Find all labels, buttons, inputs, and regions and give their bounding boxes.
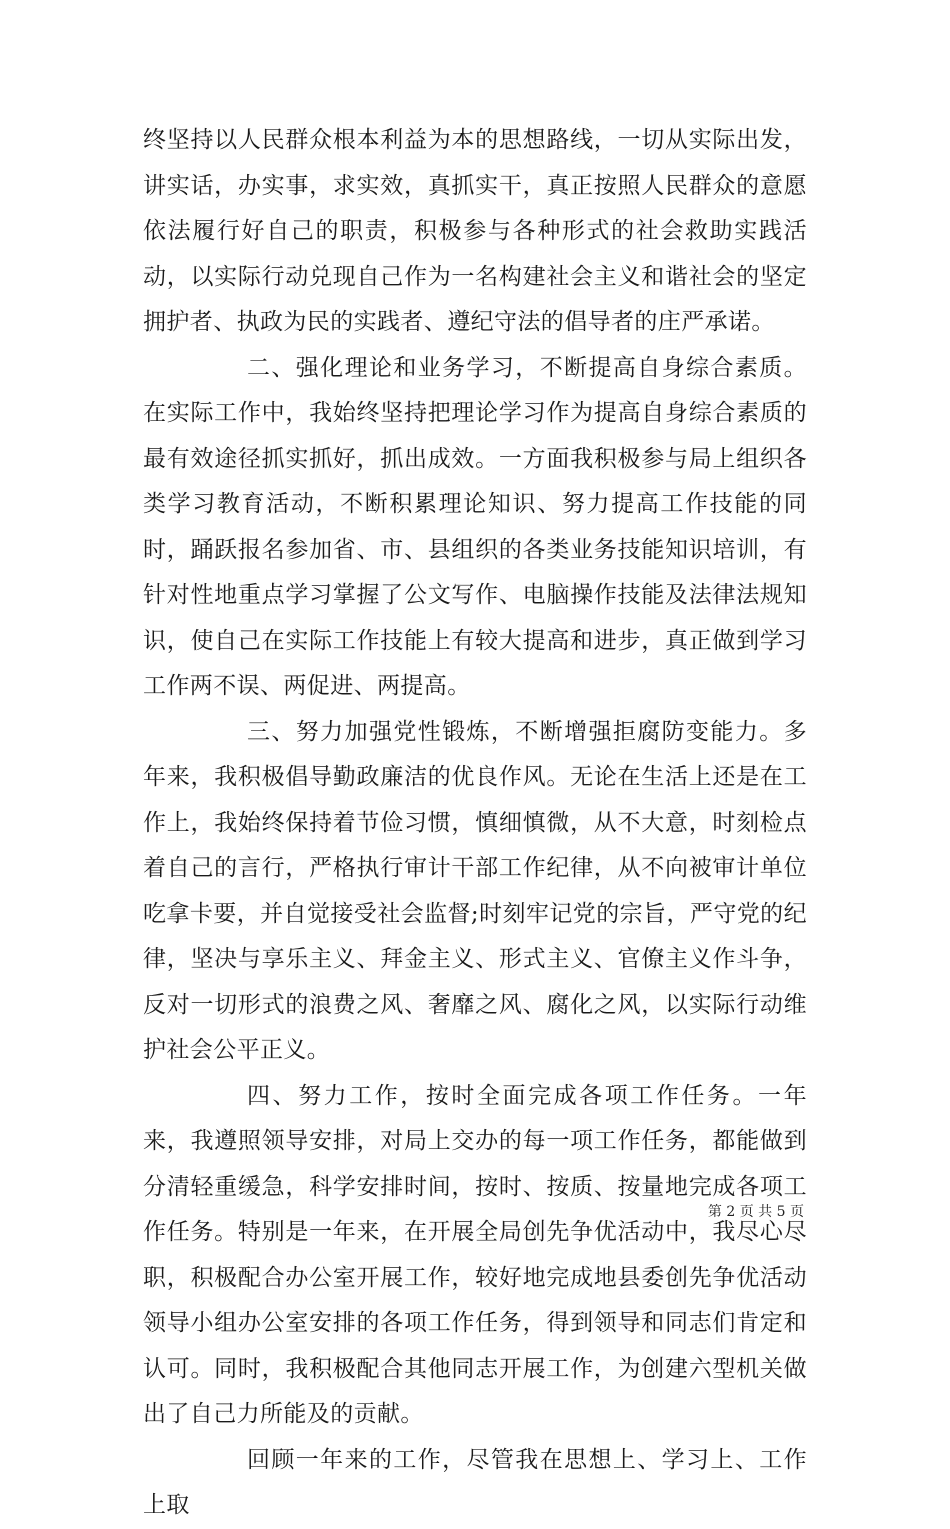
- paragraph-section-3: 三、努力加强党性锻炼，不断增强拒腐防变能力。多年来，我积极倡导勤政廉洁的优良作风。无论在生活上还是在工作上，我始终保持着节俭习惯，慎细慎微，从不大意，时刻检点着自己的言行，严格执行审计干部工作纪律，从不向被审计单位吃拿卡要，并自觉接受社会监督;时刻牢记党的宗旨，严守党的纪律，坚决与享乐主义、拜金主义、形式主义、官僚主义作斗争，反对一切形式的浪费之风、奢靡之风、腐化之风，以实际行动维护社会公平正义。: [143, 718, 807, 1063]
- paragraph-continuation: 终坚持以人民群众根本利益为本的思想路线，一切从实际出发，讲实话，办实事，求实效，真抓实干，真正按照人民群众的意愿依法履行好自己的职责，积极参与各种形式的社会救助实践活动，以实际行动兑现自己作为一名构建社会主义和谐社会的坚定拥护者、执政为民的实践者、遵纪守法的倡导者的庄严承诺。: [143, 127, 807, 335]
- paragraph-review: 回顾一年来的工作，尽管我在思想上、学习上、工作上取: [143, 1446, 807, 1518]
- paragraph-section-2: 二、强化理论和业务学习，不断提高自身综合素质。在实际工作中，我始终坚持把理论学习作为提高自身综合素质的最有效途径抓实抓好，抓出成效。一方面我积极参与局上组织各类学习教育活动，不断积累理论知识、努力提高工作技能的同时，踊跃报名参加省、市、县组织的各类业务技能知识培训，有针对性地重点学习掌握了公文写作、电脑操作技能及法律法规知识，使自己在实际工作技能上有较大提高和进步，真正做到学习工作两不误、两促进、两提高。: [143, 354, 807, 699]
- page-number-footer: 第 2 页 共 5 页: [707, 1204, 804, 1220]
- document-body: [143, 118, 807, 1529]
- paragraph-section-4: 四、努力工作，按时全面完成各项工作任务。一年来，我遵照领导安排，对局上交办的每一项工作任务，都能做到分清轻重缓急，科学安排时间，按时、按质、按量地完成各项工作任务。特别是一年来，在开展全局创先争优活动中，我尽心尽职，积极配合办公室开展工作，较好地完成地县委创先争优活动领导小组办公室安排的各项工作任务，得到领导和同志们肯定和认可。同时，我积极配合其他同志开展工作，为创建六型机关做出了自己力所能及的贡献。: [143, 1082, 807, 1427]
